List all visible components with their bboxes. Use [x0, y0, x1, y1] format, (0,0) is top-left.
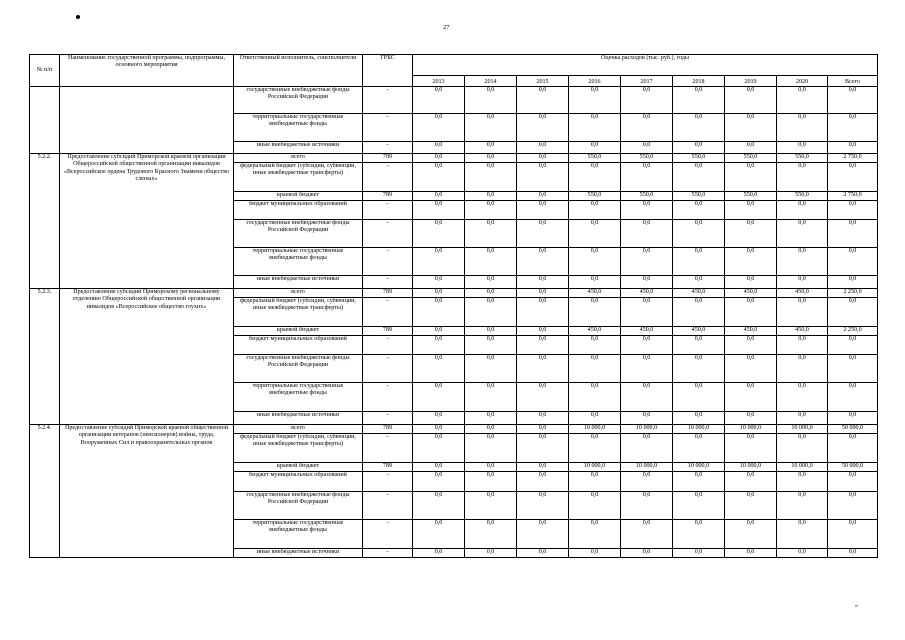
value-cell: 0,0	[621, 355, 673, 383]
funding-source: бюджет муниципальных образований	[234, 336, 363, 355]
value-cell: 0,0	[465, 201, 517, 220]
value-cell: 0,0	[465, 163, 517, 192]
value-cell: 0,0	[673, 87, 725, 114]
value-cell: 0,0	[569, 549, 621, 558]
grbs-code: 789	[363, 425, 413, 434]
value-cell: 0,0	[517, 192, 569, 201]
value-cell: 0,0	[725, 492, 777, 520]
grbs-code: 789	[363, 154, 413, 163]
grbs-code: 789	[363, 192, 413, 201]
value-cell: 0,0	[517, 142, 569, 154]
value-cell: 0,0	[465, 383, 517, 412]
value-cell: 0,0	[828, 298, 878, 327]
funding-source: иные внебюджетные источники	[234, 142, 363, 154]
value-cell: 0,0	[777, 472, 828, 492]
value-cell: 0,0	[828, 276, 878, 289]
value-cell: 0,0	[465, 549, 517, 558]
value-cell: 0,0	[621, 248, 673, 276]
value-cell: 450,0	[725, 327, 777, 336]
value-cell: 0,0	[725, 336, 777, 355]
value-cell: 0,0	[828, 492, 878, 520]
value-cell: 0,0	[413, 383, 465, 412]
value-cell: 0,0	[777, 298, 828, 327]
value-cell: 450,0	[777, 327, 828, 336]
value-cell: 0,0	[725, 276, 777, 289]
value-cell: 0,0	[413, 154, 465, 163]
value-cell: 0,0	[725, 87, 777, 114]
value-cell: 0,0	[621, 549, 673, 558]
value-cell: 0,0	[725, 201, 777, 220]
value-cell: 0,0	[569, 114, 621, 142]
value-cell: 0,0	[777, 114, 828, 142]
value-cell: 0,0	[777, 520, 828, 549]
value-cell: 0,0	[725, 383, 777, 412]
value-cell: 0,0	[517, 201, 569, 220]
value-cell: 0,0	[725, 220, 777, 248]
value-cell: 0,0	[828, 87, 878, 114]
value-cell: 550,0	[725, 154, 777, 163]
funding-source: иные внебюджетные источники	[234, 276, 363, 289]
value-cell: 0,0	[621, 472, 673, 492]
value-cell: 0,0	[413, 298, 465, 327]
value-cell: 0,0	[673, 220, 725, 248]
item-name: Предоставление субсидий Приморской краевой организации Общероссийской общественной организации инвалидов «Всероссийское ордена Трудового Красного Знамени общество слепых»	[60, 154, 234, 289]
budget-table	[29, 54, 878, 558]
value-cell: 0,0	[465, 434, 517, 463]
value-cell: 0,0	[828, 383, 878, 412]
header-year: 2015	[517, 76, 569, 87]
header-year: 2017	[621, 76, 673, 87]
funding-source: территориальные государственные внебюджетные фонды	[234, 520, 363, 549]
value-cell: 0,0	[621, 434, 673, 463]
value-cell: 0,0	[777, 434, 828, 463]
value-cell: 0,0	[517, 383, 569, 412]
value-cell: 2 750,0	[828, 192, 878, 201]
value-cell: 0,0	[569, 336, 621, 355]
value-cell: 0,0	[517, 114, 569, 142]
value-cell: 0,0	[828, 412, 878, 425]
funding-source: государственные внебюджетные фонды Российской Федерации	[234, 87, 363, 114]
value-cell: 0,0	[777, 383, 828, 412]
value-cell: 550,0	[673, 192, 725, 201]
value-cell: 0,0	[569, 383, 621, 412]
value-cell: 550,0	[777, 192, 828, 201]
grbs-code: -	[363, 87, 413, 114]
value-cell: 0,0	[465, 289, 517, 298]
value-cell: 0,0	[413, 142, 465, 154]
table-row	[30, 87, 878, 114]
value-cell: 0,0	[517, 472, 569, 492]
item-name	[60, 87, 234, 154]
value-cell: 0,0	[777, 163, 828, 192]
value-cell: 0,0	[621, 336, 673, 355]
value-cell: 0,0	[828, 336, 878, 355]
value-cell: 0,0	[725, 412, 777, 425]
value-cell: 0,0	[517, 412, 569, 425]
value-cell: 0,0	[413, 336, 465, 355]
value-cell: 0,0	[465, 492, 517, 520]
grbs-code: 789	[363, 463, 413, 472]
value-cell: 0,0	[517, 336, 569, 355]
item-name: Предоставление субсидий Приморскому региональному отделению Общероссийской общественной организации инвалидов «Всероссийское общество глухих»	[60, 289, 234, 425]
item-code	[30, 87, 60, 154]
value-cell: 0,0	[413, 276, 465, 289]
value-cell: 10 000,0	[569, 463, 621, 472]
value-cell: 0,0	[465, 114, 517, 142]
value-cell: 0,0	[517, 163, 569, 192]
scan-dot	[76, 15, 80, 19]
value-cell: 0,0	[828, 114, 878, 142]
value-cell: 0,0	[517, 327, 569, 336]
value-cell: 0,0	[621, 114, 673, 142]
table-row	[30, 289, 878, 298]
value-cell: 0,0	[673, 412, 725, 425]
value-cell: 0,0	[413, 472, 465, 492]
value-cell: 0,0	[621, 276, 673, 289]
value-cell: 0,0	[673, 276, 725, 289]
value-cell: 50 000,0	[828, 425, 878, 434]
value-cell: 0,0	[569, 248, 621, 276]
grbs-code: -	[363, 472, 413, 492]
value-cell: 0,0	[673, 434, 725, 463]
value-cell: 0,0	[517, 425, 569, 434]
value-cell: 450,0	[621, 327, 673, 336]
grbs-code: -	[363, 220, 413, 248]
value-cell: 10 000,0	[621, 463, 673, 472]
value-cell: 0,0	[777, 201, 828, 220]
value-cell: 0,0	[673, 114, 725, 142]
value-cell: 0,0	[725, 520, 777, 549]
funding-source: федеральный бюджет (субсидии, субвенции, иные межбюджетные трансферты)	[234, 298, 363, 327]
value-cell: 0,0	[413, 549, 465, 558]
value-cell: 0,0	[517, 520, 569, 549]
value-cell: 0,0	[725, 298, 777, 327]
value-cell: 0,0	[413, 463, 465, 472]
value-cell: 0,0	[569, 412, 621, 425]
table-body	[30, 87, 878, 558]
grbs-code: -	[363, 383, 413, 412]
header-no: № п/п	[30, 55, 60, 87]
funding-source: государственные внебюджетные фонды Российской Федерации	[234, 355, 363, 383]
value-cell: 10 000,0	[569, 425, 621, 434]
value-cell: 550,0	[569, 154, 621, 163]
value-cell: 0,0	[569, 142, 621, 154]
funding-source: федеральный бюджет (субсидии, субвенции, иные межбюджетные трансферты)	[234, 434, 363, 463]
value-cell: 0,0	[569, 220, 621, 248]
corner-mark: »	[855, 603, 858, 609]
value-cell: 2 750,0	[828, 154, 878, 163]
value-cell: 0,0	[673, 248, 725, 276]
value-cell: 0,0	[517, 87, 569, 114]
value-cell: 0,0	[465, 248, 517, 276]
value-cell: 0,0	[621, 492, 673, 520]
funding-source: всего	[234, 154, 363, 163]
value-cell: 0,0	[413, 192, 465, 201]
value-cell: 0,0	[621, 220, 673, 248]
value-cell: 0,0	[465, 463, 517, 472]
header-name: Наименование государственной программы, подпрограммы, основного мероприятия	[60, 55, 234, 87]
value-cell: 0,0	[777, 248, 828, 276]
value-cell: 550,0	[777, 154, 828, 163]
value-cell: 450,0	[621, 289, 673, 298]
funding-source: территориальные государственные внебюджетные фонды	[234, 383, 363, 412]
value-cell: 0,0	[673, 472, 725, 492]
value-cell: 0,0	[569, 520, 621, 549]
value-cell: 0,0	[621, 520, 673, 549]
value-cell: 0,0	[673, 355, 725, 383]
funding-source: всего	[234, 425, 363, 434]
value-cell: 0,0	[465, 472, 517, 492]
value-cell: 0,0	[828, 434, 878, 463]
value-cell: 0,0	[413, 412, 465, 425]
header-year: 2019	[725, 76, 777, 87]
value-cell: 450,0	[569, 289, 621, 298]
value-cell: 0,0	[413, 520, 465, 549]
value-cell: 0,0	[413, 355, 465, 383]
value-cell: 0,0	[777, 549, 828, 558]
value-cell: 0,0	[465, 327, 517, 336]
value-cell: 0,0	[777, 220, 828, 248]
value-cell: 0,0	[673, 201, 725, 220]
funding-source: территориальные государственные внебюджетные фонды	[234, 114, 363, 142]
header-estimate: Оценка расходов (тыс. руб.), годы	[413, 55, 878, 76]
value-cell: 450,0	[673, 327, 725, 336]
header-year: 2018	[673, 76, 725, 87]
funding-source: территориальные государственные внебюджетные фонды	[234, 248, 363, 276]
header-year: Всего	[828, 76, 878, 87]
value-cell: 0,0	[621, 383, 673, 412]
value-cell: 0,0	[725, 163, 777, 192]
value-cell: 0,0	[777, 87, 828, 114]
value-cell: 0,0	[465, 142, 517, 154]
value-cell: 0,0	[413, 425, 465, 434]
value-cell: 550,0	[621, 192, 673, 201]
value-cell: 450,0	[777, 289, 828, 298]
value-cell: 0,0	[725, 114, 777, 142]
value-cell: 0,0	[725, 472, 777, 492]
header-year: 2013	[413, 76, 465, 87]
value-cell: 0,0	[673, 520, 725, 549]
funding-source: иные внебюджетные источники	[234, 412, 363, 425]
value-cell: 0,0	[621, 142, 673, 154]
grbs-code: -	[363, 276, 413, 289]
value-cell: 0,0	[465, 336, 517, 355]
value-cell: 0,0	[413, 248, 465, 276]
value-cell: 0,0	[517, 492, 569, 520]
value-cell: 0,0	[465, 87, 517, 114]
value-cell: 0,0	[777, 412, 828, 425]
grbs-code: -	[363, 114, 413, 142]
funding-source: иные внебюджетные источники	[234, 549, 363, 558]
value-cell: 0,0	[777, 276, 828, 289]
value-cell: 0,0	[828, 520, 878, 549]
grbs-code: -	[363, 492, 413, 520]
value-cell: 0,0	[465, 298, 517, 327]
value-cell: 0,0	[413, 201, 465, 220]
value-cell: 0,0	[777, 355, 828, 383]
value-cell: 0,0	[673, 492, 725, 520]
value-cell: 550,0	[621, 154, 673, 163]
grbs-code: -	[363, 248, 413, 276]
grbs-code: -	[363, 520, 413, 549]
value-cell: 0,0	[621, 201, 673, 220]
grbs-code: 789	[363, 327, 413, 336]
value-cell: 10 000,0	[725, 463, 777, 472]
funding-source: бюджет муниципальных образований	[234, 201, 363, 220]
item-name: Предоставление субсидий Приморской краевой общественной организации ветеранов (пенсионеров) войны, труда, Вооруженных Сил и правоохранительных органов	[60, 425, 234, 558]
value-cell: 0,0	[777, 336, 828, 355]
value-cell: 0,0	[569, 492, 621, 520]
value-cell: 0,0	[413, 289, 465, 298]
value-cell: 0,0	[517, 549, 569, 558]
value-cell: 0,0	[413, 434, 465, 463]
value-cell: 0,0	[569, 276, 621, 289]
header-year: 2020	[777, 76, 828, 87]
value-cell: 0,0	[725, 142, 777, 154]
funding-source: бюджет муниципальных образований	[234, 472, 363, 492]
value-cell: 0,0	[517, 298, 569, 327]
grbs-code: 789	[363, 289, 413, 298]
value-cell: 0,0	[517, 434, 569, 463]
value-cell: 0,0	[413, 327, 465, 336]
value-cell: 0,0	[777, 492, 828, 520]
item-code: 5.2.2.	[30, 154, 60, 289]
value-cell: 10 000,0	[673, 463, 725, 472]
value-cell: 0,0	[828, 220, 878, 248]
value-cell: 550,0	[569, 192, 621, 201]
value-cell: 0,0	[725, 355, 777, 383]
value-cell: 10 000,0	[777, 425, 828, 434]
value-cell: 0,0	[465, 355, 517, 383]
grbs-code: -	[363, 298, 413, 327]
value-cell: 0,0	[673, 549, 725, 558]
value-cell: 0,0	[569, 298, 621, 327]
value-cell: 0,0	[828, 472, 878, 492]
value-cell: 0,0	[465, 192, 517, 201]
value-cell: 0,0	[725, 434, 777, 463]
value-cell: 0,0	[413, 114, 465, 142]
value-cell: 0,0	[828, 163, 878, 192]
value-cell: 0,0	[517, 248, 569, 276]
value-cell: 0,0	[465, 276, 517, 289]
grbs-code: -	[363, 201, 413, 220]
value-cell: 0,0	[569, 163, 621, 192]
header-year: 2016	[569, 76, 621, 87]
funding-source: краевой бюджет	[234, 327, 363, 336]
value-cell: 0,0	[569, 87, 621, 114]
item-code: 5.2.4.	[30, 425, 60, 558]
value-cell: 10 000,0	[777, 463, 828, 472]
value-cell: 2 250,0	[828, 289, 878, 298]
value-cell: 0,0	[517, 355, 569, 383]
item-code: 5.2.3.	[30, 289, 60, 425]
value-cell: 0,0	[465, 520, 517, 549]
header-executor: Ответственный исполнитель, соисполнители	[234, 55, 363, 87]
value-cell: 0,0	[828, 248, 878, 276]
value-cell: 10 000,0	[621, 425, 673, 434]
grbs-code: -	[363, 355, 413, 383]
value-cell: 0,0	[828, 142, 878, 154]
funding-source: краевой бюджет	[234, 463, 363, 472]
value-cell: 2 250,0	[828, 327, 878, 336]
funding-source: государственные внебюджетные фонды Российской Федерации	[234, 492, 363, 520]
value-cell: 0,0	[569, 355, 621, 383]
grbs-code: -	[363, 142, 413, 154]
value-cell: 0,0	[673, 142, 725, 154]
value-cell: 550,0	[673, 154, 725, 163]
value-cell: 0,0	[725, 549, 777, 558]
header-year: 2014	[465, 76, 517, 87]
funding-source: государственные внебюджетные фонды Российской Федерации	[234, 220, 363, 248]
page-number: 27	[443, 24, 450, 31]
table-row	[30, 425, 878, 434]
value-cell: 0,0	[413, 163, 465, 192]
value-cell: 0,0	[621, 412, 673, 425]
value-cell: 0,0	[673, 298, 725, 327]
value-cell: 0,0	[413, 492, 465, 520]
value-cell: 450,0	[673, 289, 725, 298]
table-row	[30, 154, 878, 163]
value-cell: 10 000,0	[673, 425, 725, 434]
value-cell: 0,0	[517, 463, 569, 472]
grbs-code: -	[363, 434, 413, 463]
funding-source: всего	[234, 289, 363, 298]
funding-source: федеральный бюджет (субсидии, субвенции, иные межбюджетные трансферты)	[234, 163, 363, 192]
value-cell: 0,0	[569, 201, 621, 220]
value-cell: 0,0	[828, 201, 878, 220]
value-cell: 450,0	[725, 289, 777, 298]
value-cell: 10 000,0	[725, 425, 777, 434]
value-cell: 0,0	[569, 434, 621, 463]
value-cell: 0,0	[569, 472, 621, 492]
grbs-code: -	[363, 549, 413, 558]
value-cell: 0,0	[673, 336, 725, 355]
value-cell: 0,0	[465, 425, 517, 434]
value-cell: 0,0	[517, 276, 569, 289]
value-cell: 0,0	[828, 355, 878, 383]
value-cell: 50 000,0	[828, 463, 878, 472]
value-cell: 0,0	[621, 163, 673, 192]
value-cell: 0,0	[413, 87, 465, 114]
value-cell: 0,0	[673, 163, 725, 192]
grbs-code: -	[363, 163, 413, 192]
value-cell: 0,0	[413, 220, 465, 248]
value-cell: 450,0	[569, 327, 621, 336]
header-grbs: ГРБС	[363, 55, 413, 87]
value-cell: 0,0	[621, 87, 673, 114]
value-cell: 0,0	[621, 298, 673, 327]
value-cell: 550,0	[725, 192, 777, 201]
funding-source: краевой бюджет	[234, 192, 363, 201]
grbs-code: -	[363, 412, 413, 425]
value-cell: 0,0	[777, 142, 828, 154]
value-cell: 0,0	[673, 383, 725, 412]
value-cell: 0,0	[517, 289, 569, 298]
grbs-code: -	[363, 336, 413, 355]
value-cell: 0,0	[517, 154, 569, 163]
value-cell: 0,0	[828, 549, 878, 558]
value-cell: 0,0	[725, 248, 777, 276]
value-cell: 0,0	[517, 220, 569, 248]
value-cell: 0,0	[465, 220, 517, 248]
value-cell: 0,0	[465, 412, 517, 425]
value-cell: 0,0	[465, 154, 517, 163]
